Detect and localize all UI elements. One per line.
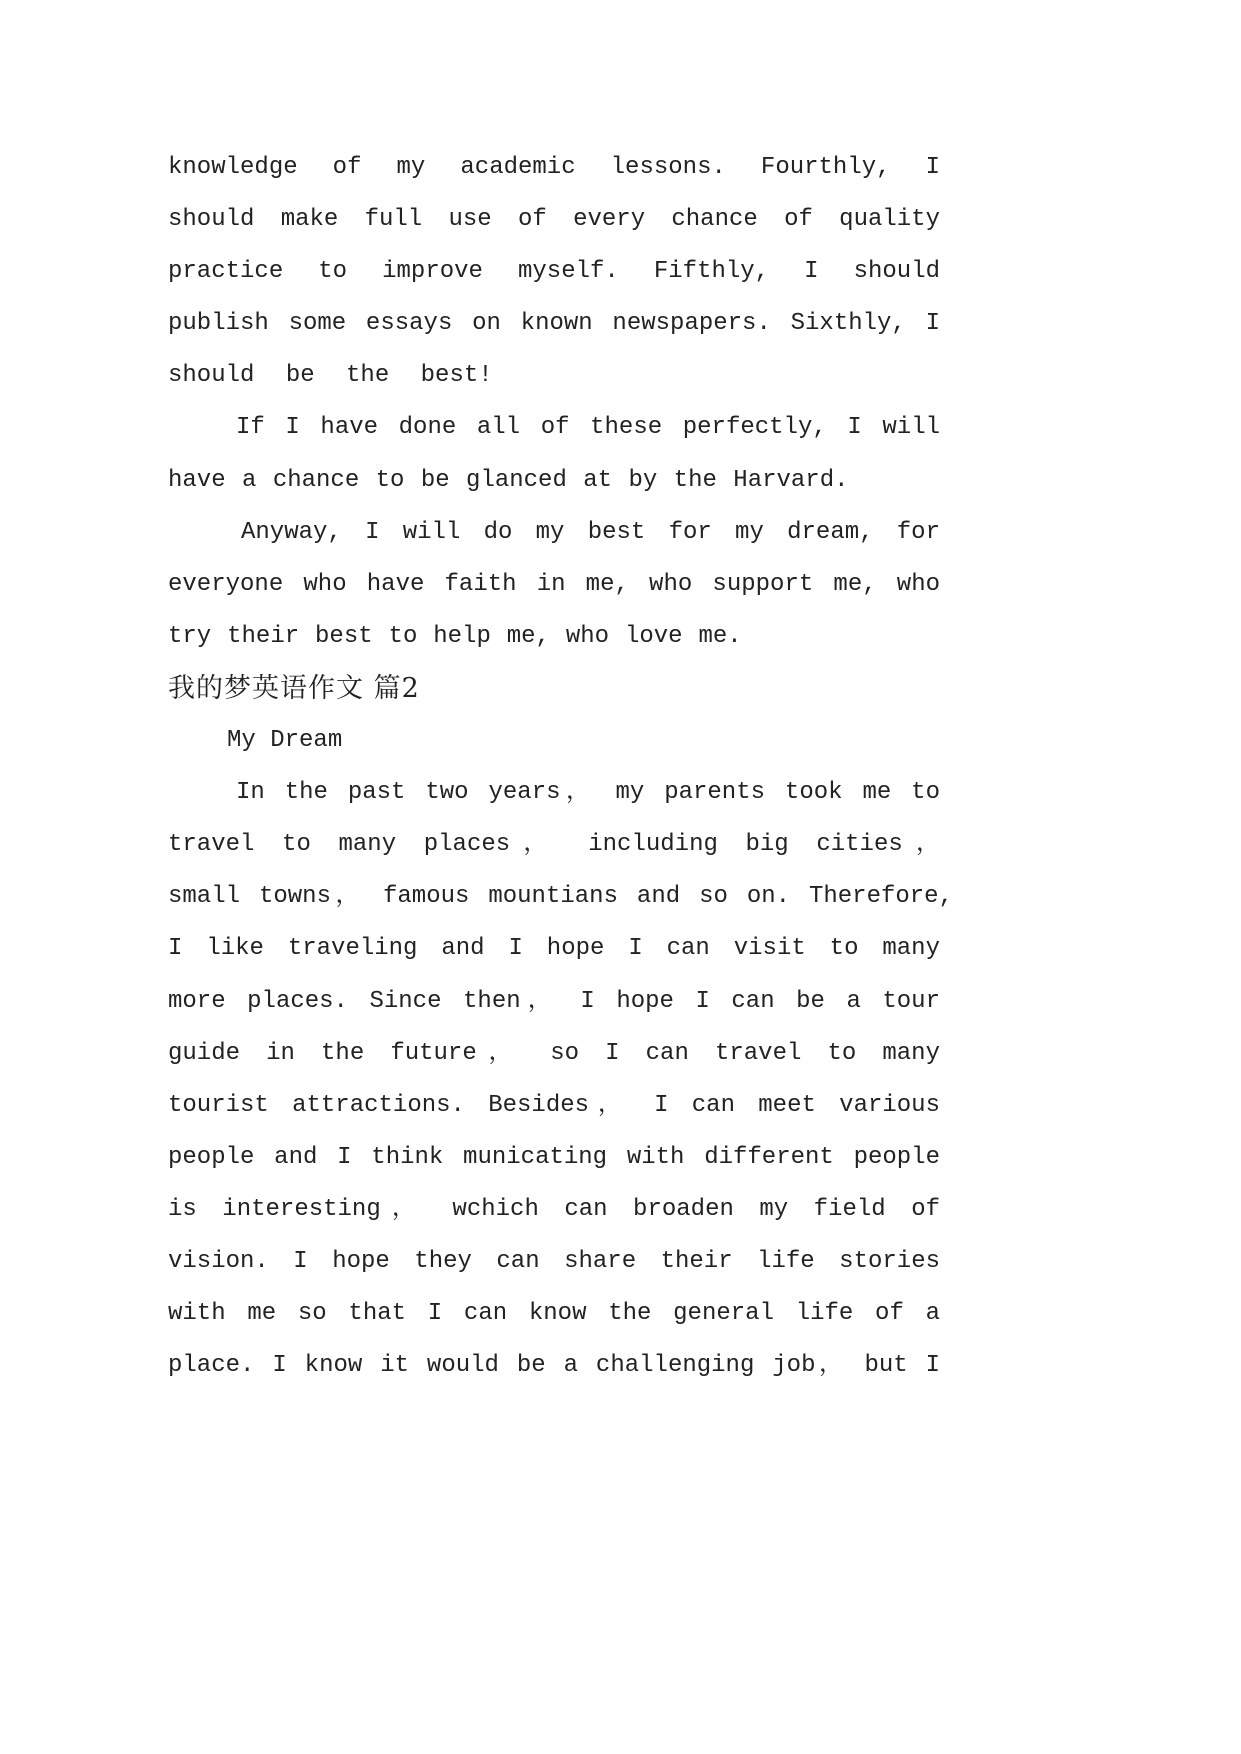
paragraph-start-line: If I have done all of these perfectly, I will (236, 414, 940, 442)
text-line: I like traveling and I hope I can visit to many (168, 935, 940, 963)
text-line: have a chance to be glanced at by the Harvard. (168, 466, 849, 494)
text-line: vision. I hope they can share their life stories (168, 1247, 940, 1275)
text-line: people and I think municating with different people (168, 1143, 940, 1171)
text-line: is interesting， wchich can broaden my field of (168, 1195, 940, 1223)
text-line: small towns， famous mountians and so on. Therefore, (168, 883, 953, 911)
text-line: guide in the future， so I can travel to many (168, 1039, 940, 1067)
paragraph-start-line: In the past two years， my parents took me to (236, 779, 940, 807)
document-text (168, 142, 958, 1392)
text-line: try their best to help me, who love me. (168, 622, 742, 650)
text-line: should be the best! (168, 362, 493, 390)
text-line: knowledge of my academic lessons. Fourthly, I (168, 154, 940, 181)
section-heading: 我的梦英语作文 篇2 (168, 672, 420, 704)
text-line: travel to many places， including big cities， (168, 831, 940, 859)
text-line: practice to improve myself. Fifthly, I should (168, 258, 940, 286)
text-line: place. I know it would be a challenging job， but I (168, 1352, 940, 1380)
text-line: more places. Since then， I hope I can be a tour (168, 987, 940, 1015)
text-line: should make full use of every chance of quality (168, 206, 940, 234)
essay-title: My Dream (227, 727, 343, 755)
text-line: publish some essays on known newspapers. Sixthly, I (168, 310, 940, 338)
text-line: tourist attractions. Besides， I can meet various (168, 1091, 940, 1119)
text-line: with me so that I can know the general life of a (168, 1300, 940, 1328)
text-line: everyone who have faith in me, who support me, who (168, 570, 940, 598)
paragraph-start-line: Anyway, I will do my best for my dream, for (241, 518, 940, 546)
